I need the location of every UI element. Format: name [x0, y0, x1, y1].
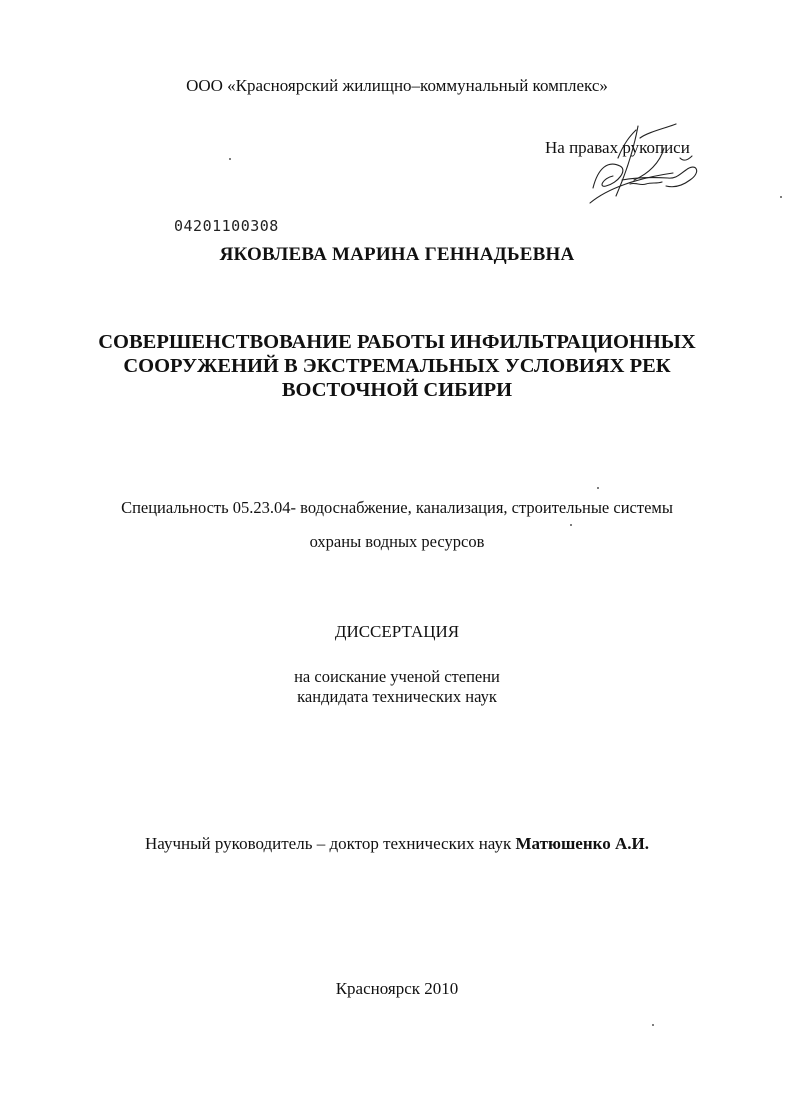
- title-line: СООРУЖЕНИЙ В ЭКСТРЕМАЛЬНЫХ УСЛОВИЯХ РЕК: [123, 355, 671, 377]
- place-and-year: Красноярск 2010: [335, 979, 459, 998]
- specialty-line: Специальность 05.23.04- водоснабжение, канализация, строительные системы: [121, 498, 673, 517]
- manuscript-rights-note: На правах рукописи: [545, 138, 690, 157]
- dissertation-title: [0, 330, 794, 402]
- advisor-title: Научный руководитель – доктор технических наук: [145, 834, 512, 853]
- handwritten-signature: [578, 118, 708, 210]
- scan-speck: [597, 487, 599, 489]
- title-line: СОВЕРШЕНСТВОВАНИЕ РАБОТЫ ИНФИЛЬТРАЦИОННЫХ: [98, 331, 696, 353]
- scan-speck: [780, 196, 782, 198]
- degree-description: [0, 667, 794, 707]
- degree-line: кандидата технических наук: [297, 687, 497, 706]
- scan-speck: [229, 158, 231, 160]
- document-type: ДИССЕРТАЦИЯ: [334, 622, 460, 641]
- registration-code: 04201100308: [174, 217, 279, 235]
- specialty-line-continued: охраны водных ресурсов: [309, 532, 485, 551]
- degree-line: на соискание ученой степени: [294, 667, 500, 686]
- scan-speck: [652, 1024, 654, 1026]
- scan-speck: [570, 524, 572, 526]
- title-line: ВОСТОЧНОЙ СИБИРИ: [281, 379, 513, 401]
- author-name: ЯКОВЛЕВА МАРИНА ГЕННАДЬЕВНА: [219, 244, 575, 265]
- organization-name: ООО «Красноярский жилищно–коммунальный комплекс»: [186, 76, 608, 95]
- advisor-name: Матюшенко А.И.: [515, 834, 649, 853]
- scientific-advisor: [0, 834, 794, 854]
